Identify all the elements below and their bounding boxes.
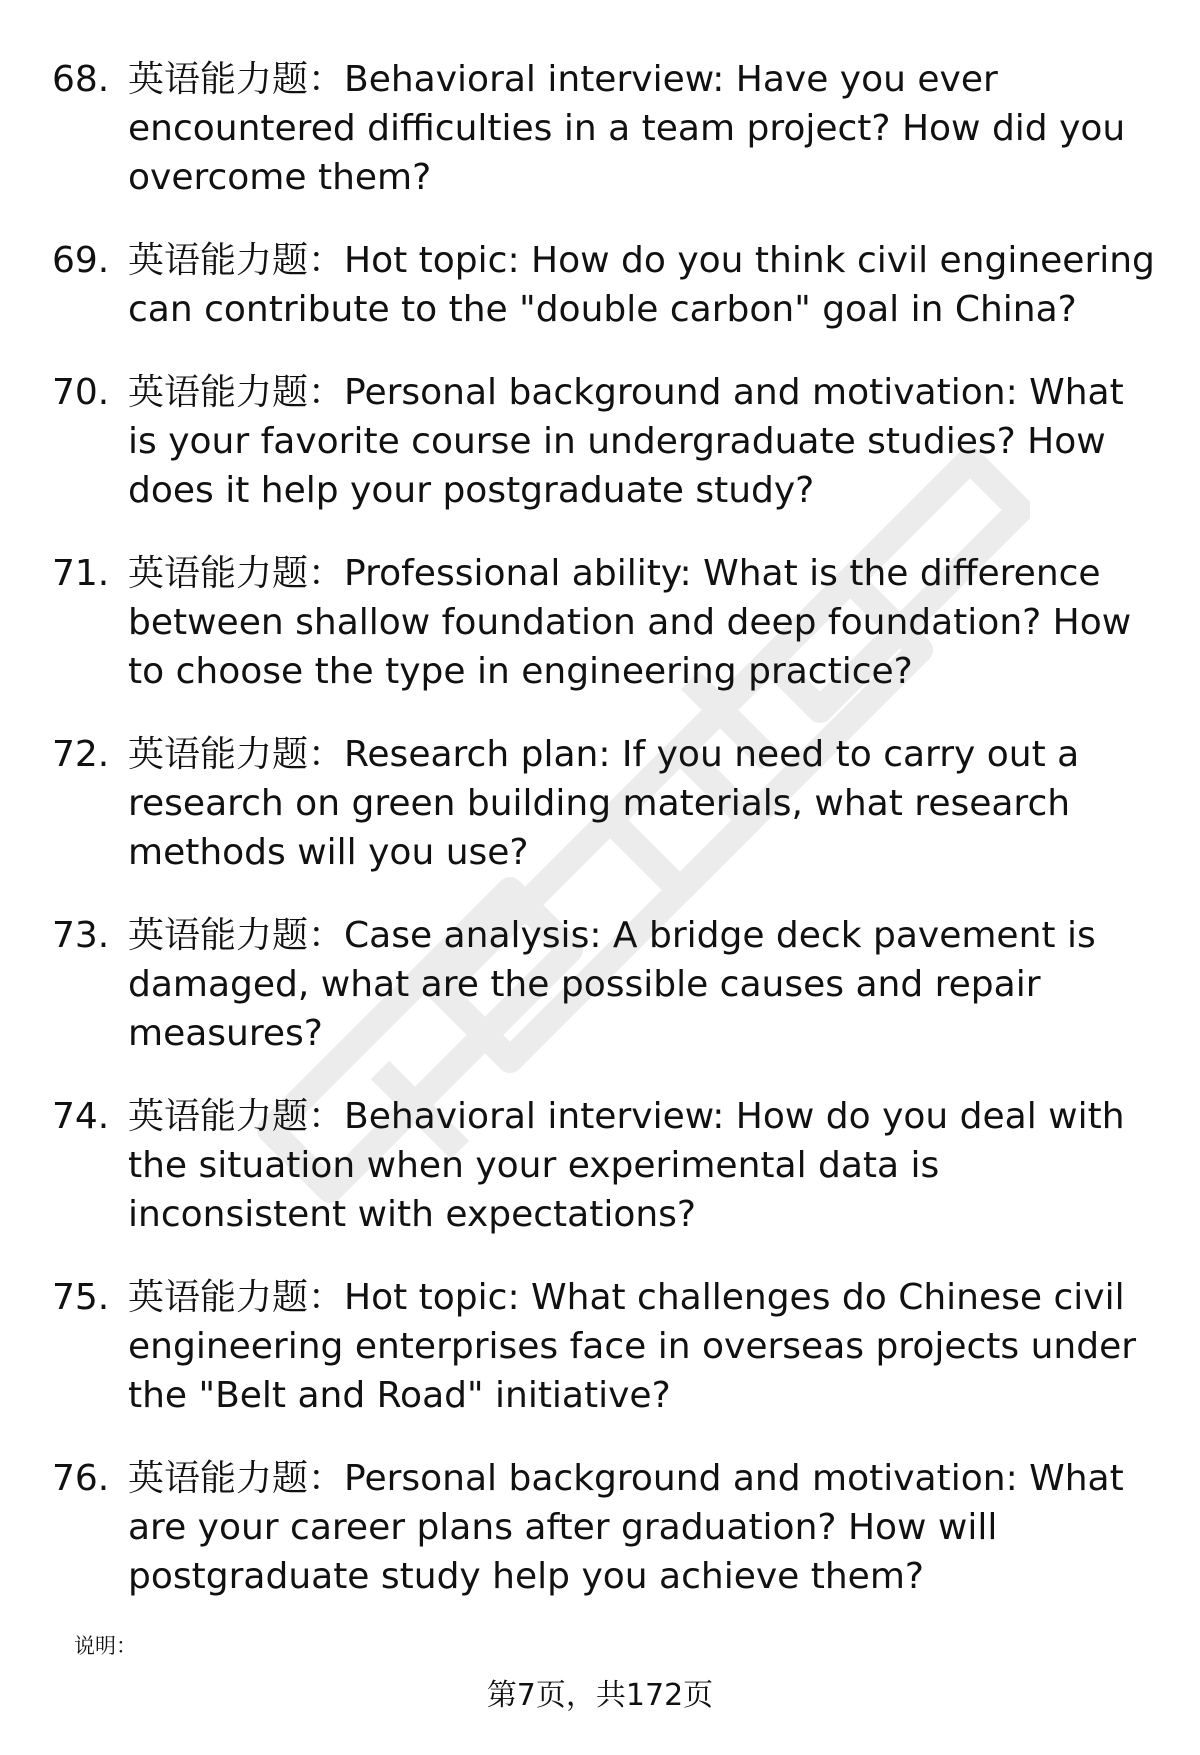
question-category: 英语能力题： — [128, 553, 345, 594]
list-item — [0, 368, 1200, 515]
list-item — [0, 549, 1200, 696]
list-item — [0, 911, 1200, 1058]
question-body: Case analysis: A bridge deck pavement is damaged, what are the possible causes and repair measures? — [128, 915, 1096, 1054]
list-item — [0, 1273, 1200, 1420]
question-body: Personal background and motivation: What is your favorite course in undergraduate studies? How does it help your postgraduate study? — [128, 372, 1124, 511]
question-number: 73. — [52, 915, 110, 956]
question-text — [128, 1092, 1158, 1239]
question-text — [128, 730, 1158, 877]
question-category: 英语能力题： — [128, 1096, 345, 1137]
question-category: 英语能力题： — [128, 240, 345, 281]
question-category: 英语能力题： — [128, 59, 345, 100]
question-text — [128, 549, 1158, 696]
question-text — [128, 236, 1158, 334]
question-category: 英语能力题： — [128, 1458, 345, 1499]
question-text — [128, 55, 1158, 202]
list-item — [0, 1092, 1200, 1239]
question-number: 75. — [52, 1277, 110, 1318]
question-body: Professional ability: What is the difference between shallow foundation and deep foundation? How to choose the type in engineering practice? — [128, 553, 1132, 692]
question-category: 英语能力题： — [128, 372, 345, 413]
question-text — [128, 1273, 1158, 1420]
question-body: Hot topic: What challenges do Chinese civil engineering enterprises face in overseas projects under the "Belt and Road" initiative? — [128, 1277, 1137, 1416]
list-item — [0, 236, 1200, 334]
question-body: Research plan: If you need to carry out a research on green building materials, what research methods will you use? — [128, 734, 1080, 873]
page-number: 第7页，共172页 — [486, 1678, 714, 1713]
question-category: 英语能力题： — [128, 1277, 345, 1318]
question-category: 英语能力题： — [128, 734, 345, 775]
question-text — [128, 1454, 1158, 1601]
note-label: 说明： — [74, 1634, 137, 1658]
question-list — [0, 55, 1200, 1635]
question-body: Behavioral interview: Have you ever encountered difficulties in a team project? How did you overcome them? — [128, 59, 1126, 198]
question-number: 72. — [52, 734, 110, 775]
question-text — [128, 368, 1158, 515]
question-body: Personal background and motivation: What are your career plans after graduation? How will postgraduate study help you achieve them? — [128, 1458, 1124, 1597]
question-text — [128, 911, 1158, 1058]
question-number: 68. — [52, 59, 110, 100]
question-category: 英语能力题： — [128, 915, 345, 956]
list-item — [0, 1454, 1200, 1601]
question-body: Hot topic: How do you think civil engineering can contribute to the "double carbon" goal in China? — [128, 240, 1155, 330]
question-number: 71. — [52, 553, 110, 594]
list-item — [0, 730, 1200, 877]
question-number: 76. — [52, 1458, 110, 1499]
question-body: Behavioral interview: How do you deal with the situation when your experimental data is inconsistent with expectations? — [128, 1096, 1125, 1235]
question-number: 70. — [52, 372, 110, 413]
list-item — [0, 55, 1200, 202]
question-number: 74. — [52, 1096, 110, 1137]
question-number: 69. — [52, 240, 110, 281]
